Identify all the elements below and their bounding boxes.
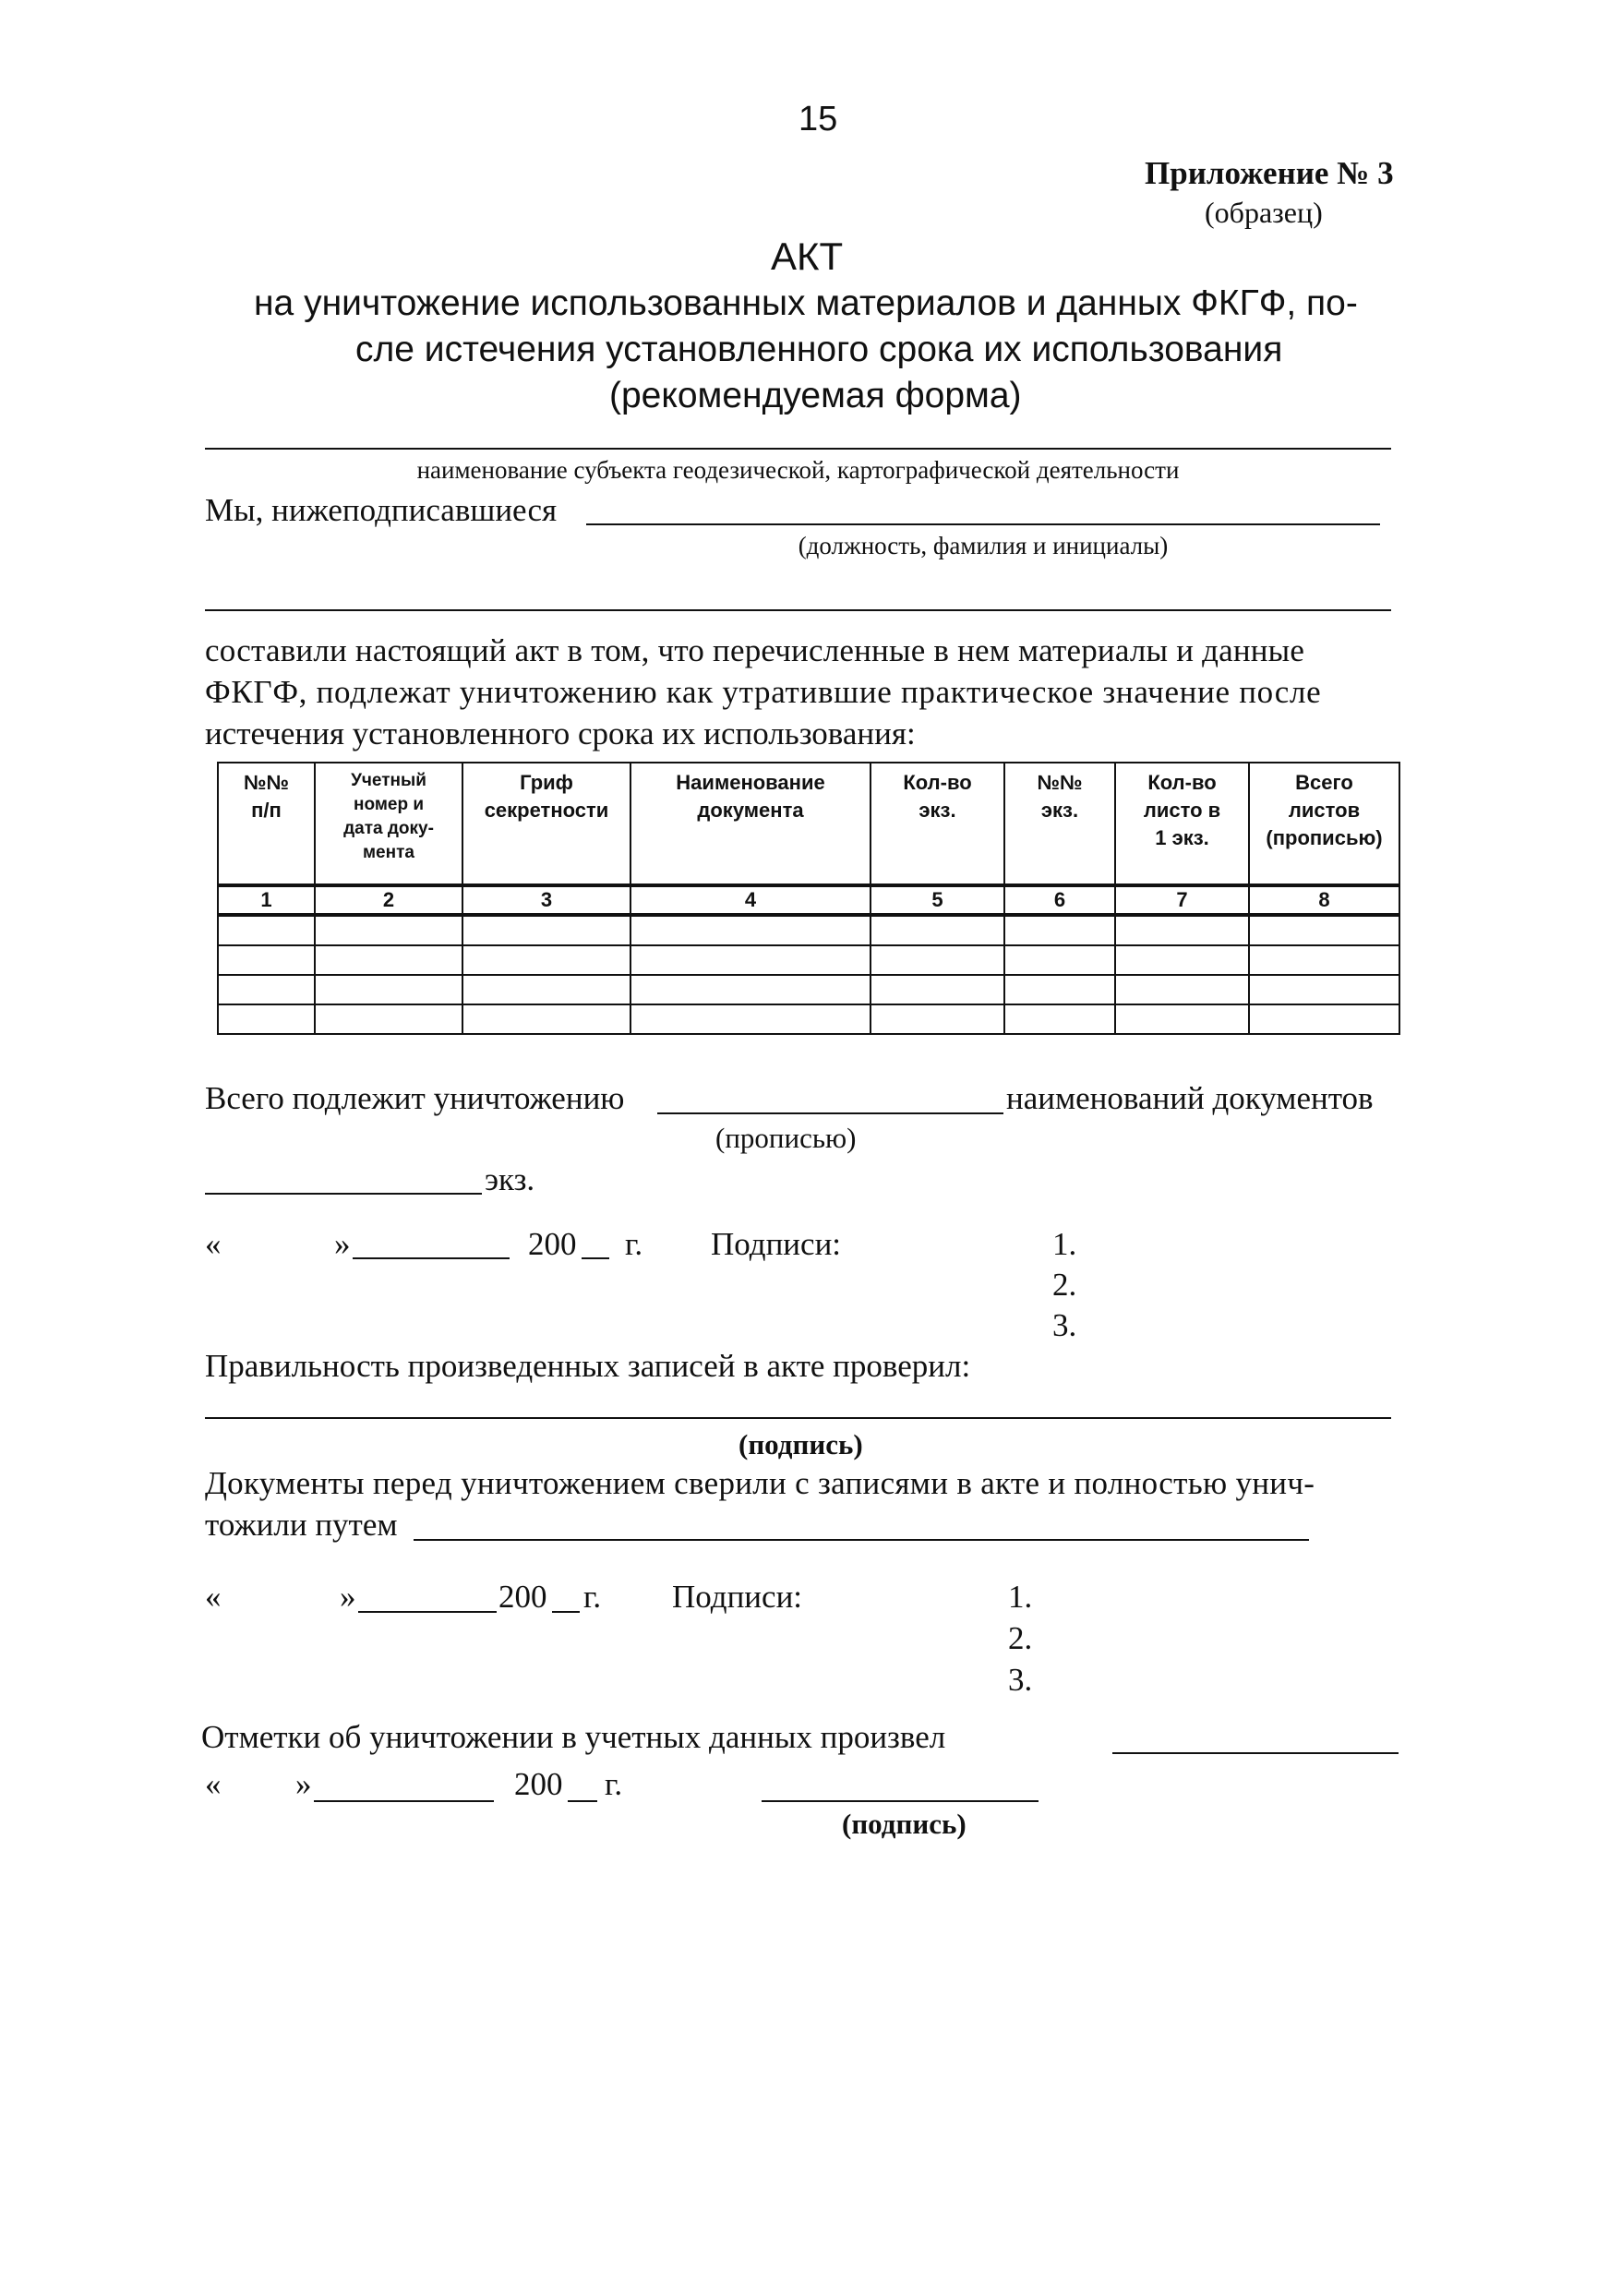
table-cell[interactable]: [218, 975, 315, 1004]
table-cell[interactable]: [1004, 945, 1115, 975]
page-number: 15: [798, 100, 838, 138]
table-cell[interactable]: [630, 945, 871, 975]
header-cell-sheets-per-copy: Кол-во листо в 1 экз.: [1115, 763, 1249, 885]
date2-year-line[interactable]: [552, 1611, 580, 1613]
document-title: АКТ: [771, 234, 844, 278]
date1-signature-1: 1.: [1052, 1226, 1077, 1262]
marks-year-line[interactable]: [568, 1800, 597, 1802]
header-cell-copies-count: Кол-во экз.: [871, 763, 1004, 885]
reconciled-line-1: Документы перед уничтожением сверили с записями в акте и полностью унич-: [205, 1465, 1315, 1501]
header-cell-copy-numbers: №№ экз.: [1004, 763, 1115, 885]
marks-year-suffix: г.: [605, 1766, 623, 1802]
table-cell[interactable]: [871, 975, 1004, 1004]
column-number: 7: [1115, 885, 1249, 915]
table-cell[interactable]: [1249, 975, 1399, 1004]
date1-open-quote: «: [205, 1226, 222, 1262]
title-line-2: на уничтожение использованных материалов и данных ФКГФ, по-: [254, 283, 1358, 323]
intro-paragraph-line-3: истечения установленного срока их использования:: [205, 715, 916, 751]
date1-signature-3: 3.: [1052, 1307, 1077, 1343]
table-cell[interactable]: [1249, 915, 1399, 945]
table-cell[interactable]: [218, 1004, 315, 1034]
header-cell-number: №№ п/п: [218, 763, 315, 885]
date1-year: 200: [528, 1226, 577, 1262]
verified-label: Правильность произведенных записей в акте проверил:: [205, 1348, 971, 1384]
table-row: [218, 945, 1399, 975]
column-number: 1: [218, 885, 315, 915]
marks-signature-line[interactable]: [762, 1800, 1039, 1802]
appendix-title: Приложение № 3: [1145, 155, 1394, 191]
total-suffix: наименований документов: [1006, 1080, 1374, 1116]
marks-year: 200: [514, 1766, 563, 1802]
table-cell[interactable]: [218, 945, 315, 975]
table-cell[interactable]: [1004, 1004, 1115, 1034]
date2-signature-3: 3.: [1008, 1662, 1033, 1698]
column-number: 5: [871, 885, 1004, 915]
copies-line[interactable]: [205, 1193, 482, 1195]
subject-caption: наименование субъекта геодезической, картографической деятельности: [416, 456, 1180, 484]
date2-signature-1: 1.: [1008, 1579, 1033, 1615]
marks-month-line[interactable]: [314, 1800, 494, 1802]
header-cell-document-name: Наименование документа: [630, 763, 871, 885]
we-signed-line[interactable]: [586, 523, 1380, 525]
title-line-3: сле истечения установленного срока их использования: [355, 330, 1283, 369]
table-cell[interactable]: [630, 1004, 871, 1034]
table-cell[interactable]: [871, 915, 1004, 945]
title-line-4: (рекомендуемая форма): [609, 376, 1022, 415]
subject-name-line[interactable]: [205, 448, 1391, 450]
table-cell[interactable]: [315, 1004, 462, 1034]
table-row: [218, 975, 1399, 1004]
column-number: 6: [1004, 885, 1115, 915]
intro-paragraph-line-1: составили настоящий акт в том, что перечисленные в нем материалы и данные: [205, 632, 1305, 668]
position-caption: (должность, фамилия и инициалы): [798, 532, 1169, 559]
table-cell[interactable]: [315, 945, 462, 975]
verified-signature-line[interactable]: [205, 1417, 1391, 1419]
table-cell[interactable]: [462, 1004, 630, 1034]
date2-signature-2: 2.: [1008, 1620, 1033, 1656]
table-cell[interactable]: [630, 915, 871, 945]
date1-close-quote: »: [334, 1226, 351, 1262]
marks-caption: (подпись): [842, 1808, 967, 1840]
header-cell-registration: Учетный номер и дата доку- мента: [315, 763, 462, 885]
table-cell[interactable]: [315, 915, 462, 945]
total-label: Всего подлежит уничтожению: [205, 1080, 625, 1116]
intro-paragraph-line-2: ФКГФ, подлежат уничтожению как утратившие практическое значение после: [205, 674, 1322, 710]
table-cell[interactable]: [462, 945, 630, 975]
table-row: [218, 915, 1399, 945]
table-row: [218, 1004, 1399, 1034]
marks-label: Отметки об уничтожении в учетных данных произвел: [201, 1719, 946, 1755]
materials-table: [217, 762, 1400, 1035]
table-cell[interactable]: [315, 975, 462, 1004]
date2-month-line[interactable]: [358, 1611, 497, 1613]
column-number: 8: [1249, 885, 1399, 915]
date1-year-line[interactable]: [582, 1257, 609, 1259]
table-cell[interactable]: [871, 1004, 1004, 1034]
table-cell[interactable]: [1115, 915, 1249, 945]
table-cell[interactable]: [1115, 975, 1249, 1004]
table-cell[interactable]: [1249, 945, 1399, 975]
we-signed-label: Мы, нижеподписавшиеся: [205, 492, 558, 528]
date2-close-quote: »: [340, 1579, 356, 1615]
marks-line[interactable]: [1112, 1752, 1399, 1754]
total-count-line[interactable]: [657, 1112, 1003, 1114]
date1-year-suffix: г.: [625, 1226, 643, 1262]
table-cell[interactable]: [871, 945, 1004, 975]
marks-open-quote: «: [205, 1766, 222, 1802]
date1-signature-2: 2.: [1052, 1267, 1077, 1303]
table-header-row: [218, 763, 1399, 885]
verified-caption: (подпись): [738, 1428, 863, 1461]
table-cell[interactable]: [1004, 975, 1115, 1004]
header-cell-classification: Гриф секретности: [462, 763, 630, 885]
appendix-note: (образец): [1205, 196, 1323, 229]
table-cell[interactable]: [1249, 1004, 1399, 1034]
date2-year-suffix: г.: [583, 1579, 602, 1615]
table-cell[interactable]: [218, 915, 315, 945]
header-cell-total-sheets: Всего листов (прописью): [1249, 763, 1399, 885]
table-cell[interactable]: [462, 975, 630, 1004]
table-number-row: [218, 885, 1399, 915]
table-cell[interactable]: [1115, 1004, 1249, 1034]
date1-month-line[interactable]: [353, 1257, 510, 1259]
column-number: 2: [315, 885, 462, 915]
total-caption: (прописью): [715, 1122, 857, 1154]
table-cell[interactable]: [1115, 945, 1249, 975]
date2-year: 200: [498, 1579, 547, 1615]
date2-signatures-label: Подписи:: [672, 1579, 803, 1615]
column-number: 3: [462, 885, 630, 915]
copies-label: экз.: [485, 1161, 535, 1197]
position-line-2[interactable]: [205, 609, 1391, 611]
date1-signatures-label: Подписи:: [711, 1226, 842, 1262]
table-cell[interactable]: [630, 975, 871, 1004]
table-cell[interactable]: [1004, 915, 1115, 945]
marks-close-quote: »: [295, 1766, 312, 1802]
date2-open-quote: «: [205, 1579, 222, 1615]
reconciled-line-2: тожили путем: [205, 1507, 398, 1543]
column-number: 4: [630, 885, 871, 915]
method-line[interactable]: [414, 1539, 1309, 1541]
table-cell[interactable]: [462, 915, 630, 945]
